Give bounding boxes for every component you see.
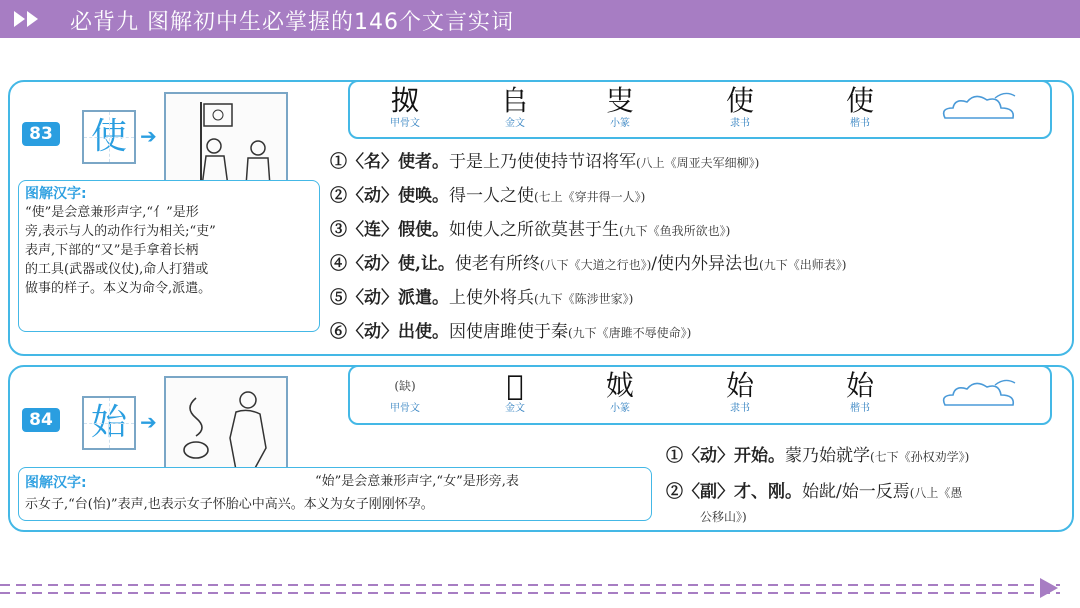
script-banner-83	[348, 80, 1052, 139]
tujie-line: 做事的样子。本义为命令,派遣。	[25, 281, 212, 296]
script-kaishu	[815, 84, 905, 130]
entry-number-badge: 84	[22, 408, 60, 432]
script-xiaozhuan	[575, 84, 665, 130]
script-caption: 小篆	[610, 118, 630, 129]
script-glyph: 𡚬	[506, 369, 524, 402]
meaning-line: ①〈名〉使者。于是上乃使使持节诏将军(八上《周亚夫军细柳》)	[330, 152, 760, 172]
tujie-line: “使”是会意兼形声字,“亻”是形	[25, 205, 199, 220]
cloud-icon	[935, 88, 1025, 128]
tujie-label: 图解汉字:	[25, 186, 87, 202]
play-icon	[27, 11, 38, 27]
character-box: 使	[82, 110, 136, 164]
script-caption: 金文	[505, 118, 525, 129]
script-xiaozhuan	[575, 369, 665, 415]
script-banner-84	[348, 365, 1052, 425]
page-title: 必背九 图解初中生必掌握的146个文言实词	[70, 10, 514, 35]
footer-divider	[0, 592, 1060, 594]
tujie-line: 示女子,“台(怡)”表声,也表示女子怀胎心中高兴。本义为女子刚刚怀孕。	[25, 497, 434, 512]
script-jiaguwen	[360, 84, 450, 130]
tujie-panel-83	[18, 180, 320, 332]
header-bar	[0, 0, 1080, 38]
script-glyph: 㕜	[605, 84, 634, 117]
meaning-line: ①〈动〉开始。蒙乃始就学(七下《孙权劝学》)	[666, 446, 970, 466]
footer-divider	[0, 584, 1060, 586]
script-missing: (缺)	[394, 379, 416, 393]
meaning-line-continued: 公移山》)	[700, 510, 747, 524]
script-glyph: 始	[725, 369, 754, 402]
script-lishu	[695, 369, 785, 415]
meaning-line: ②〈动〉使唤。得一人之使(七上《穿井得一人》)	[330, 186, 646, 206]
script-caption: 隶书	[730, 403, 750, 414]
script-caption: 隶书	[730, 118, 750, 129]
arrow-right-icon: ➔	[140, 124, 157, 148]
tujie-panel-84	[18, 467, 652, 521]
meaning-line: ⑤〈动〉派遣。上使外将兵(九下《陈涉世家》)	[330, 288, 634, 308]
script-caption: 甲骨文	[390, 403, 420, 414]
script-glyph: 𢫓	[390, 84, 419, 117]
character-box: 始	[82, 396, 136, 450]
tujie-line: 旁,表示与人的动作行为相关;“吏”	[25, 224, 216, 239]
arrow-right-icon: ➔	[140, 410, 157, 434]
arrow-right-icon	[1040, 578, 1058, 598]
character-illustration	[164, 92, 288, 194]
tujie-label: 图解汉字:	[25, 475, 87, 491]
cloud-icon	[935, 375, 1025, 415]
tujie-line: 的工具(武器或仪仗),命人打猎或	[25, 262, 209, 277]
script-lishu	[695, 84, 785, 130]
tujie-line: 表声,下部的“又”是手拿着长柄	[25, 243, 199, 258]
script-jinwen	[470, 369, 560, 415]
script-jiaguwen	[360, 369, 450, 415]
meaning-line: ④〈动〉使,让。使老有所终(八下《大道之行也》)/使内外异法也(九下《出师表》)	[330, 254, 847, 274]
script-caption: 楷书	[850, 118, 870, 129]
meaning-line: ②〈副〉才、刚。始龀/始一反焉(八上《愚	[666, 482, 963, 502]
script-glyph: 始	[845, 369, 874, 402]
script-caption: 楷书	[850, 403, 870, 414]
script-kaishu	[815, 369, 905, 415]
script-glyph: 𠂤	[500, 84, 529, 117]
script-glyph: 使	[725, 84, 754, 117]
tujie-line: “始”是会意兼形声字,“女”是形旁,表	[315, 474, 519, 489]
entry-number-badge: 83	[22, 122, 60, 146]
character-illustration	[164, 376, 288, 478]
script-jinwen	[470, 84, 560, 130]
script-caption: 小篆	[610, 403, 630, 414]
play-icon	[14, 11, 25, 27]
script-glyph: 使	[845, 84, 874, 117]
script-caption: 金文	[505, 403, 525, 414]
script-caption: 甲骨文	[390, 118, 420, 129]
script-glyph: 𡛟	[605, 369, 634, 402]
meaning-line: ③〈连〉假使。如使人之所欲莫甚于生(九下《鱼我所欲也》)	[330, 220, 731, 240]
meaning-line: ⑥〈动〉出使。因使唐雎使于秦(九下《唐雎不辱使命》)	[330, 322, 692, 342]
